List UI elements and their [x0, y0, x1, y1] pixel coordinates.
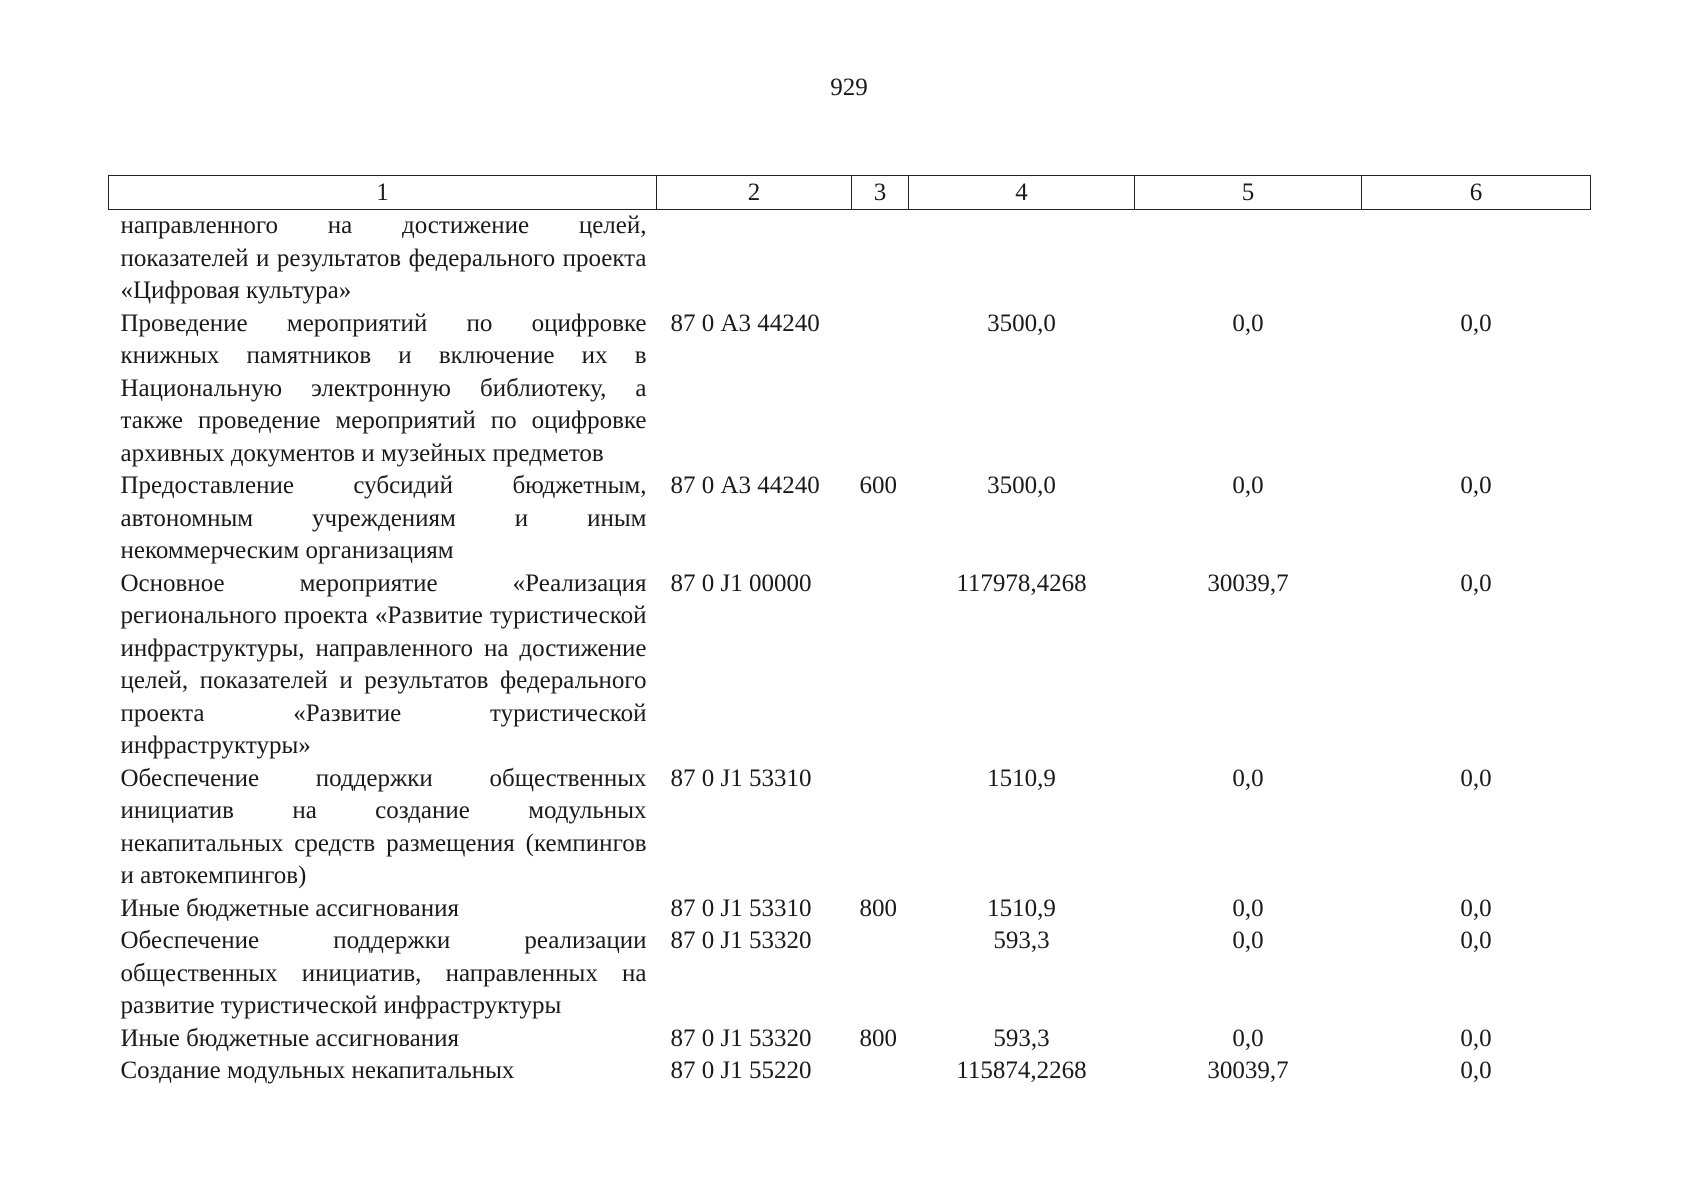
row-value-4: 1510,9: [987, 764, 1056, 792]
row-value-5: 0,0: [1232, 1024, 1264, 1052]
row-code: 87 0 J1 53310: [670, 894, 812, 922]
row-value-5: [1135, 210, 1362, 308]
row-value-5: 0,0: [1232, 927, 1264, 954]
row-value-6: [1362, 210, 1591, 308]
row-value-6: 0,0: [1460, 927, 1492, 954]
table-row: [109, 925, 1591, 1023]
row-code: 87 0 J1 00000: [670, 569, 812, 597]
table-row: [109, 470, 1591, 568]
header-cell-2: 2: [657, 176, 852, 210]
header-cell-3: 3: [852, 176, 909, 210]
row-name: Иные бюджетные ассигнования: [120, 1024, 460, 1052]
row-code: 87 0 А3 44240: [670, 309, 820, 337]
row-value-5: 30039,7: [1207, 569, 1289, 597]
budget-table: [108, 175, 1591, 1088]
row-value-4: 117978,4268: [956, 569, 1087, 597]
header-row: [109, 176, 1591, 210]
row-name: Обеспечение поддержки реализации общественных инициатив, направленных на развитие туристической инфраструктуры: [120, 927, 647, 1019]
row-code: [657, 210, 852, 308]
row-value-4: 1510,9: [987, 894, 1056, 922]
table-row: [109, 210, 1591, 308]
row-value-4: 593,3: [993, 927, 1050, 954]
row-expense-type: [852, 925, 909, 1023]
row-expense-type: 800: [859, 894, 897, 922]
row-value-6: 0,0: [1460, 1024, 1492, 1052]
table-row: [109, 893, 1591, 926]
header-cell-4: 4: [909, 176, 1135, 210]
table-body: [109, 210, 1591, 1088]
table-header: [109, 176, 1591, 210]
row-name: Создание модульных некапитальных: [120, 1057, 515, 1084]
row-expense-type: [852, 1055, 909, 1088]
page-number: 929: [830, 74, 868, 101]
table-row: [109, 568, 1591, 763]
row-value-5: 30039,7: [1207, 1057, 1289, 1084]
row-code: 87 0 А3 44240: [670, 472, 820, 499]
row-value-6: 0,0: [1460, 569, 1492, 597]
row-value-5: 0,0: [1232, 764, 1264, 792]
row-name: Обеспечение поддержки общественных инициатив на создание модульных некапитальных средств размещения (кемпингов и автокемпингов): [120, 764, 647, 889]
row-value-4: 3500,0: [987, 472, 1056, 499]
row-value-6: 0,0: [1460, 472, 1492, 499]
table-row: [109, 1055, 1591, 1088]
row-value-5: 0,0: [1232, 894, 1264, 922]
row-expense-type: [852, 308, 909, 471]
row-code: 87 0 J1 55220: [670, 1057, 812, 1084]
row-expense-type: [852, 568, 909, 763]
row-value-4: 593,3: [993, 1024, 1050, 1052]
row-code: 87 0 J1 53320: [670, 1024, 812, 1052]
row-code: 87 0 J1 53310: [670, 764, 812, 792]
row-expense-type: [852, 763, 909, 893]
row-name: направленного на достижение целей, показателей и результатов федерального проекта «Цифровая культура»: [120, 212, 647, 304]
row-value-6: 0,0: [1460, 764, 1492, 792]
header-cell-1: 1: [109, 176, 657, 210]
table-row: [109, 308, 1591, 471]
row-value-4: [909, 210, 1135, 308]
row-value-6: 0,0: [1460, 1057, 1492, 1084]
row-value-6: 0,0: [1460, 309, 1492, 337]
header-cell-6: 6: [1362, 176, 1591, 210]
row-code: 87 0 J1 53320: [670, 927, 812, 954]
row-value-5: 0,0: [1232, 472, 1264, 499]
row-value-6: 0,0: [1460, 894, 1492, 922]
row-value-4: 3500,0: [987, 309, 1056, 337]
table-row: [109, 763, 1591, 893]
header-cell-5: 5: [1135, 176, 1362, 210]
row-name: Основное мероприятие «Реализация регионального проекта «Развитие туристической инфраструктуры, направленного на достижение целей, показателей и результатов федерального проекта «Развитие туристической инфраструктуры»: [120, 569, 647, 759]
row-value-5: 0,0: [1232, 309, 1264, 337]
table-row: [109, 1023, 1591, 1056]
row-name: Предоставление субсидий бюджетным, автономным учреждениям и иным некоммерческим организациям: [120, 472, 647, 564]
row-name: Иные бюджетные ассигнования: [120, 894, 460, 922]
row-name: Проведение мероприятий по оцифровке книжных памятников и включение их в Национальную электронную библиотеку, а также проведение мероприятий по оцифровке архивных документов и музейных предметов: [120, 309, 647, 467]
row-value-4: 115874,2268: [956, 1057, 1087, 1084]
row-expense-type: 800: [859, 1024, 897, 1052]
row-expense-type: [852, 210, 909, 308]
row-expense-type: 600: [859, 472, 897, 499]
